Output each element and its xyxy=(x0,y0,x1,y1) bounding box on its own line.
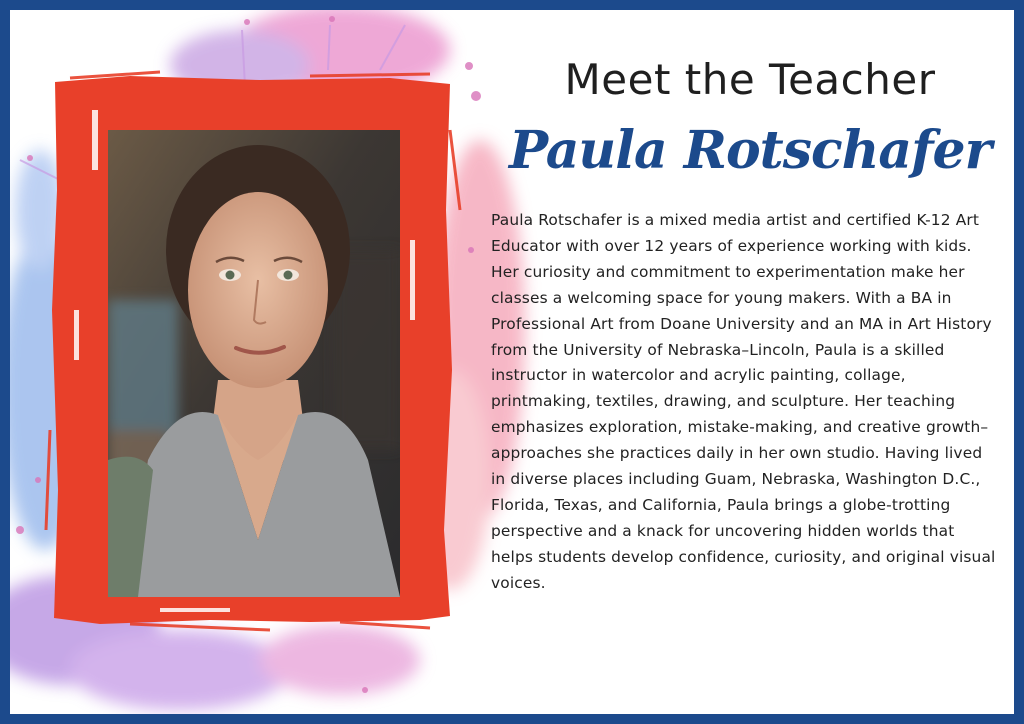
teacher-photo xyxy=(108,130,400,597)
teacher-bio: Paula Rotschafer is a mixed media artist and certified K-12 Art Educator with over 12 years of experience working with kids. Her curiosity and commitment to experimentation make her classes a welcoming space for young makers. With a BA in Professional Art from Doane University and an MA in Art History from the University of Nebraska–Lincoln, Paula is a skilled instructor in watercolor and acrylic painting, collage, printmaking, textiles, drawing, and sculpture. Her teaching emphasizes exploration, mistake-making, and creative growth–approaches she practices daily in her own studio. Having lived in diverse places including Guam, Nebraska, Washington D.C., Florida, Texas, and California, Paula brings a globe-trotting perspective and a knack for uncovering hidden worlds that helps students develop confidence, curiosity, and original visual voices. xyxy=(491,211,996,592)
page-heading: Meet the Teacher xyxy=(564,55,936,104)
teacher-name: Paula Rotschafer xyxy=(509,120,991,181)
teacher-card xyxy=(10,10,1014,714)
